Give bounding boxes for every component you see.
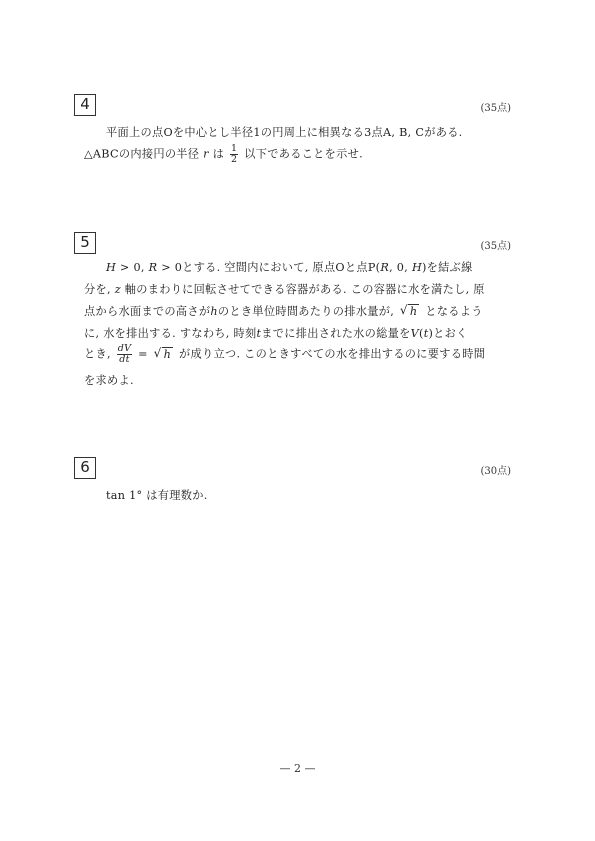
var-r: r [203, 147, 209, 161]
var-H: H [411, 261, 422, 274]
problem-5-line-1 [106, 259, 473, 275]
fraction-one-half [230, 144, 238, 165]
text: となるよう [425, 305, 483, 318]
problem-4-text: 以下であることを示せ. [244, 147, 363, 161]
text: , 0, [389, 261, 412, 274]
var-R: R [380, 261, 390, 274]
problem-4-text: △ABCの内接円の半径 [84, 147, 200, 161]
text: までに排出された水の総量を [261, 327, 411, 340]
problem-5-line-2 [84, 281, 485, 297]
var-t: t [256, 327, 262, 340]
sqrt-h: √ h [153, 345, 172, 361]
sqrt-h: √ h [399, 303, 418, 318]
equals-sign: = [138, 347, 148, 361]
problem-4-line-1: 平面上の点Oを中心とし半径1の円周上に相異なる3点A, B, Cがある. [106, 126, 463, 139]
problem-5-line-6: を求めよ. [84, 374, 134, 387]
text: 点から水面までの高さが [84, 305, 211, 318]
fraction-numerator: 1 [231, 143, 238, 154]
text: が成り立つ. このときすべての水を排出するのに要する時間 [179, 347, 486, 361]
fraction-denominator: dt [119, 354, 130, 365]
page-number: — 2 — [279, 762, 316, 775]
var-V: V [410, 327, 420, 340]
text: ( [419, 327, 424, 340]
fraction-dV-dt [117, 344, 133, 365]
problem-5-number: 5 [74, 232, 96, 254]
text: )とおく [428, 327, 468, 340]
problem-4-points: (35点) [480, 103, 511, 114]
fraction-numerator: dV [117, 343, 132, 354]
sqrt-argument: h [163, 347, 172, 361]
problem-4-text: は [212, 147, 225, 161]
problem-4-number: 4 [74, 94, 96, 116]
problem-5-line-4 [84, 325, 468, 341]
problem-5-line-3 [84, 303, 483, 319]
text: 分を, [84, 283, 115, 296]
text: のとき単位時間あたりの排水量が, [217, 305, 395, 318]
problem-5-line-5 [84, 344, 485, 365]
problem-6-number: 6 [74, 457, 96, 479]
var-H: H [106, 261, 117, 274]
problem-6-points: (30点) [480, 466, 511, 477]
text: )を結ぶ線 [422, 261, 473, 274]
var-z: z [114, 283, 121, 296]
fraction-denominator: 2 [231, 154, 238, 165]
text: > 0とする. 空間内において, 原点Oと点P( [161, 261, 381, 274]
problem-4-line-2 [84, 144, 363, 165]
text: 軸のまわりに回転させてできる容器がある. この容器に水を満たし, 原 [120, 283, 485, 296]
text: に, 水を排出する. すなわち, 時刻 [84, 327, 257, 340]
sqrt-argument: h [409, 305, 418, 318]
text: とき, [84, 347, 111, 361]
var-h: h [210, 305, 218, 318]
text: > 0, [119, 261, 145, 274]
problem-6-line-1: tan 1° は有理数か. [106, 489, 208, 502]
problem-5-points: (35点) [480, 241, 511, 252]
var-R: R [148, 261, 158, 274]
var-t: t [423, 327, 429, 340]
